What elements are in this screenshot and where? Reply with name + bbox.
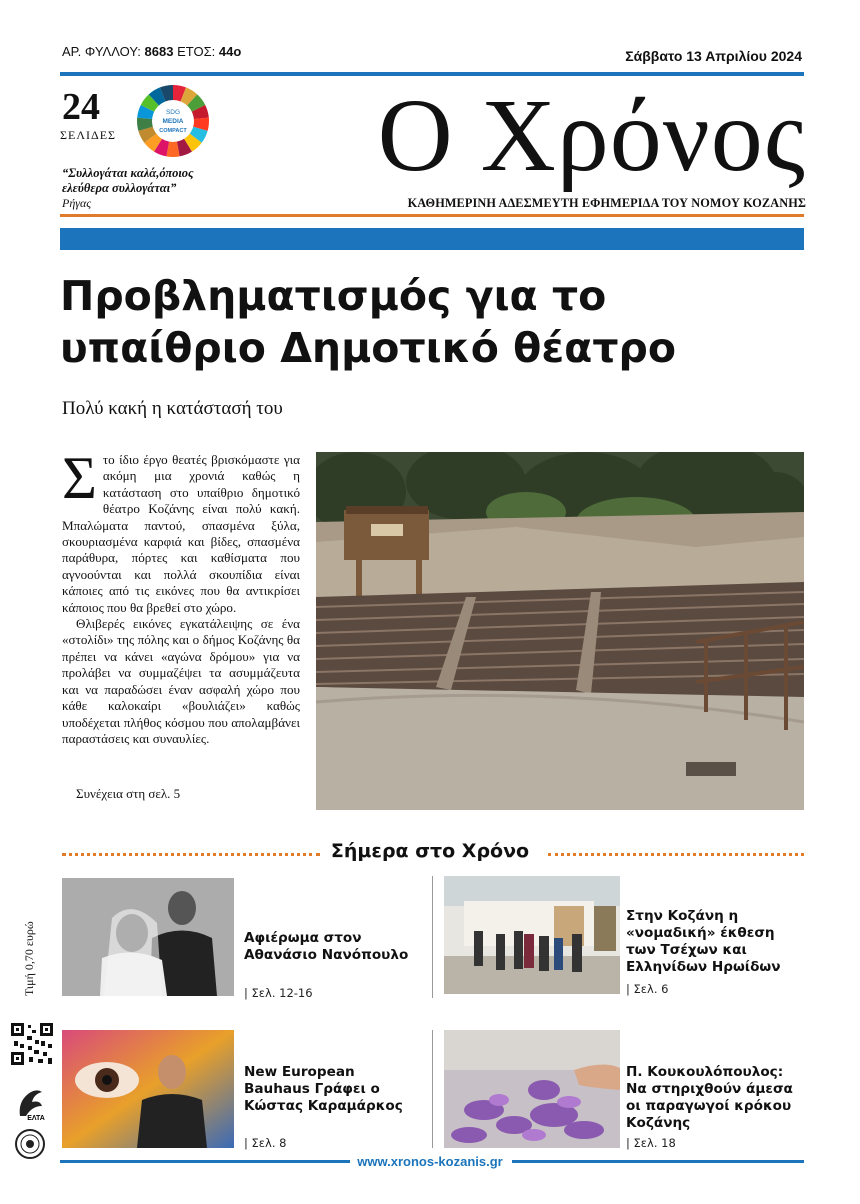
issue-number: 8683: [144, 44, 174, 59]
article-paragraph: Θλιβερές εικόνες εγκατάλειψης σε ένα «στολίδι» της πόλης και ο δήμος Κοζάνης θα πρέπει να κάνει «αγώνα δρόμου» για να προλάβει να συμμαζέψει τα ασυμμάζευτα και να παραδώσει έναν ασφαλή χώρο που κάθε καλοκαίρι «βουλιάζει» καθώς υποδέχεται πλήθος κόσμου που απολαμβάνει παραστάσεις και συναυλίες.: [62, 616, 300, 746]
website-link[interactable]: www.xronos-kozanis.gr: [357, 1154, 503, 1169]
elta-label: ΕΛΤΑ: [27, 1115, 45, 1122]
theatre-photo: [316, 452, 804, 810]
teaser-page: | Σελ. 18: [626, 1136, 676, 1150]
thumb-bauhaus-photo: [62, 1030, 234, 1148]
pages-count: 24: [62, 86, 100, 128]
newspaper-tagline: ΚΑΘΗΜΕΡΙΝΗ ΑΔΕΣΜΕΥΤΗ ΕΦΗΜΕΡΙΔΑ ΤΟΥ ΝΟΜΟΥ ΚΟΖΑΝΗΣ: [407, 196, 806, 210]
newspaper-title: Ο Χρόνος: [377, 78, 806, 193]
footer-rule-right: [512, 1160, 804, 1163]
teaser-title[interactable]: Π. Κουκουλόπουλος: Να στηριχθούν άμεσα οι παραγωγοί κρόκου Κοζάνης: [626, 1064, 793, 1131]
teaser-title[interactable]: Αφιέρωμα στον Αθανάσιο Νανόπουλο: [244, 930, 409, 963]
elta-logo-icon: [14, 1086, 46, 1122]
masthead-quote: “Συλλογάται καλά,όποιος ελεύθερα συλλογάται”: [62, 166, 194, 195]
price-label: Τιμή 0,70 ευρώ: [22, 921, 36, 996]
pages-label: ΣΕΛΙΔΕΣ: [60, 128, 117, 142]
teaser-page: | Σελ. 8: [244, 1136, 287, 1150]
issue-date: Σάββατο 13 Απριλίου 2024: [625, 48, 802, 64]
teaser-title[interactable]: Στην Κοζάνη η «νομαδική» έκθεση των Τσέχων και Ελληνίδων Ηρωίδων: [626, 908, 781, 975]
continued-link[interactable]: Συνέχεια στη σελ. 5: [76, 786, 181, 801]
thumb-exhibition-photo: [444, 876, 620, 994]
sdg-line-2: MEDIA: [162, 118, 184, 125]
section-title-today: Σήμερα στο Χρόνο: [330, 840, 530, 862]
quote-author: Ρήγας: [62, 196, 92, 210]
orange-rule: [60, 214, 804, 217]
article-paragraph: Στο ίδιο έργο θεατές βρισκόμαστε για ακόμη μια χρονιά καθώς η κατάσταση στο υπαίθριο δημοτικό θέατρο Κοζάνης είναι πολύ κακή. Μπαλώματα παντού, σπασμένα ξύλα, σκουριασμένα καρφιά και βίδες, σπασμένα παράθυρα, πόρτες και καθίσματα που αγνοούνται και πολλά σκουπίδια είναι κάποιες από τις εικόνες που θα αντικρίσει κάποιος που θα βρεθεί στο χώρο.: [62, 445, 300, 615]
column-separator: [432, 1030, 433, 1148]
qr-code-icon[interactable]: [10, 1022, 54, 1066]
thumb-saffron-photo: [444, 1030, 620, 1148]
sdg-line-3: COMPACT: [159, 128, 187, 134]
drop-cap: Σ: [62, 445, 97, 511]
blue-band: [60, 228, 804, 250]
teaser-page: | Σελ. 6: [626, 982, 669, 996]
year-number: 44ο: [218, 44, 242, 59]
sdg-line-1: SDG: [165, 109, 181, 116]
lead-subhead: Πολύ κακή η κατάστασή του: [62, 398, 283, 419]
lead-headline: Προβληματισμός για το υπαίθριο Δημοτικό θέατρο: [60, 272, 677, 372]
column-separator: [432, 876, 433, 998]
issue-info: ΑΡ. ΦΥΛΛΟΥ: 8683 ΕΤΟΣ: 44ο: [62, 44, 242, 59]
sdg-wheel-icon: [136, 84, 210, 158]
lead-article-body: [62, 445, 300, 747]
teaser-page: | Σελ. 12-16: [244, 986, 313, 1000]
thumb-wedding-photo: [62, 878, 234, 996]
teaser-title[interactable]: New European Bauhaus Γράφει ο Κώστας Καραμάρκος: [244, 1064, 403, 1114]
section-divider-right: [548, 853, 804, 856]
